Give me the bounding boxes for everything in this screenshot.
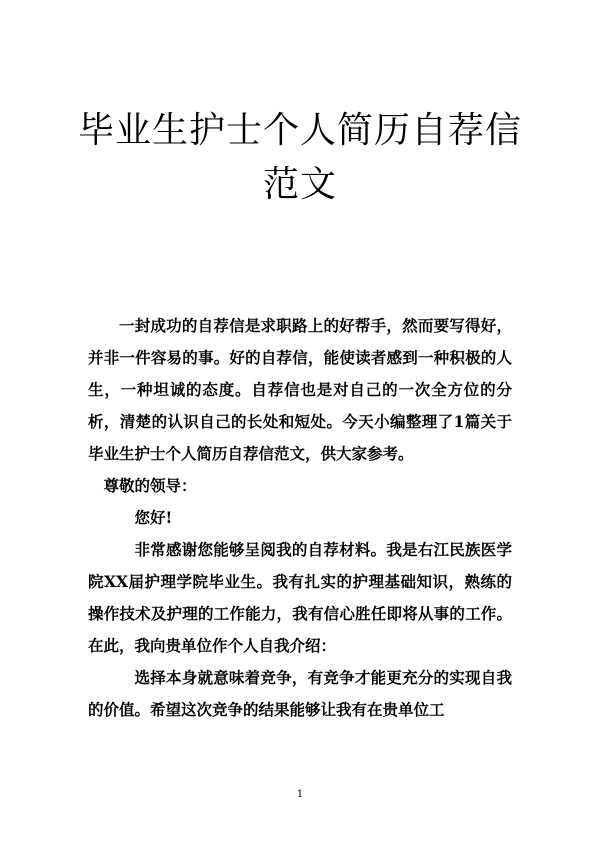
body-paragraph-2: 选择本身就意味着竞争，有竞争才能更充分的实现自我的价值。希望这次竞争的结果能够让我有在贵单位工 <box>88 668 512 719</box>
salutation: 尊敬的领导： <box>103 476 197 495</box>
intro-paragraph: 一封成功的自荐信是求职路上的好帮手，然而要写得好，并非一件容易的事。好的自荐信，能使读者感到一种积极的人生，一种坦诚的态度。自荐信也是对自己的一次全方位的分析，清楚的认识自己的长处和短处。今天小编整理了1篇关于毕业生护士个人简历自荐信范文，供大家参考。 <box>88 316 512 463</box>
document-title: 毕业生护士个人简历自荐信范文 <box>77 110 522 205</box>
greeting: 您好! <box>134 508 173 527</box>
body-paragraph-1: 非常感谢您能够呈阅我的自荐材料。我是右江民族医学院XX届护理学院毕业生。我有扎实的护理基础知识，熟练的操作技术及护理的工作能力，我有信心胜任即将从事的工作。在此，我向贵单位作个人自我介绍： <box>88 540 512 655</box>
page-number: 1 <box>296 789 304 800</box>
document-body <box>88 310 512 726</box>
